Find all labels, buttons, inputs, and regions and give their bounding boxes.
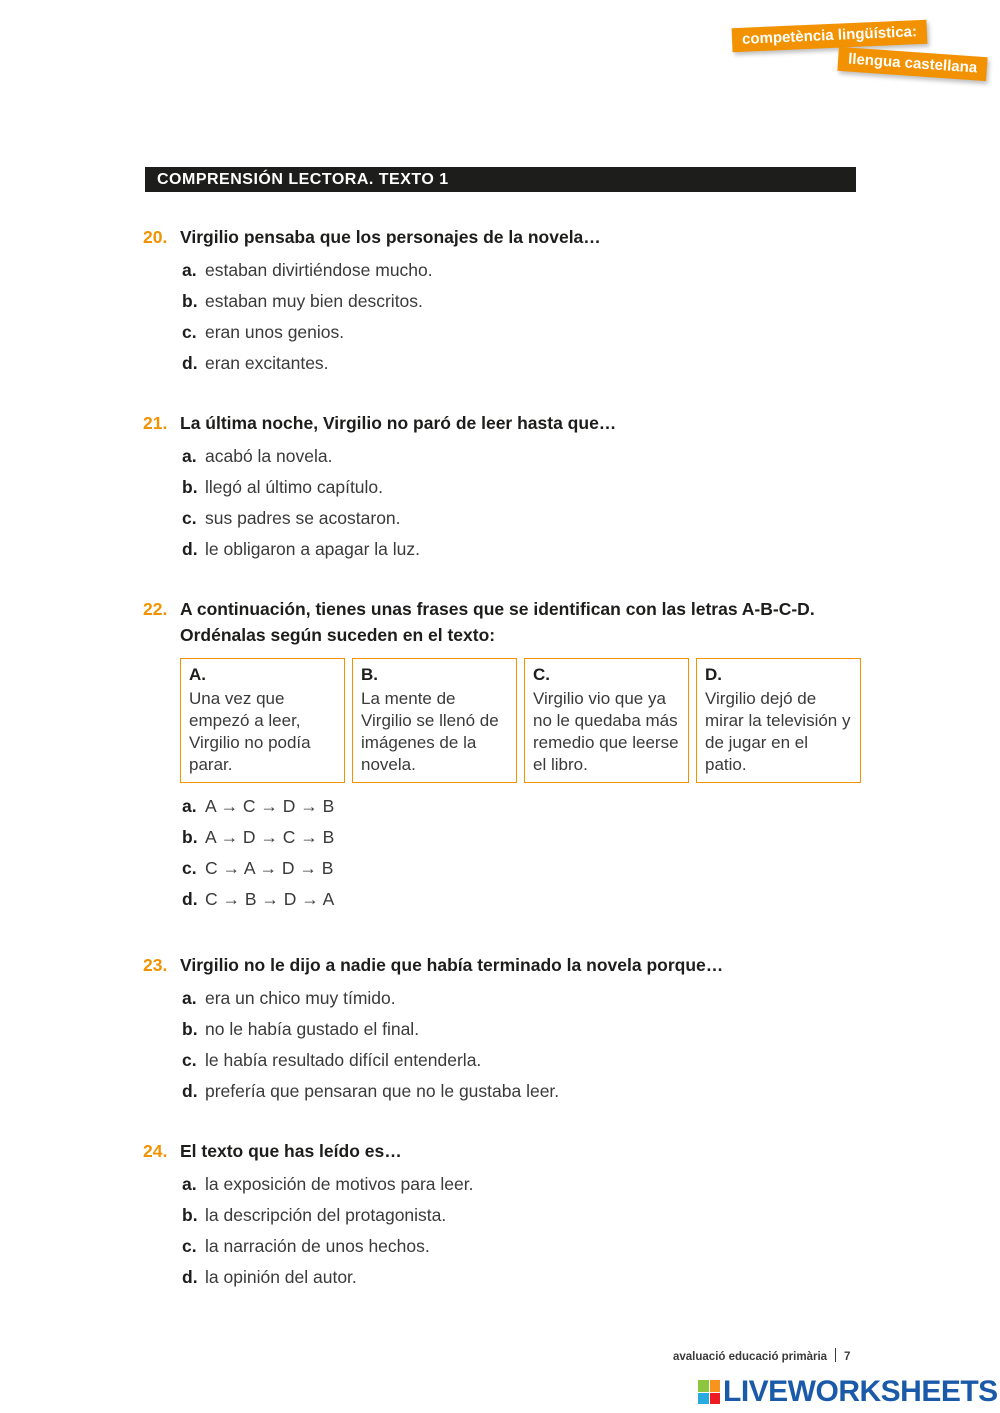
option-d[interactable] [182, 534, 863, 565]
option-text: eran excitantes. [205, 353, 329, 373]
option-text: eran unos genios. [205, 322, 345, 342]
sentence-box-b [352, 658, 517, 783]
option-b[interactable] [182, 472, 863, 503]
option-text: C → B → D → A [205, 889, 335, 909]
option-text: estaban muy bien descritos. [205, 291, 423, 311]
section-title: COMPRENSIÓN LECTORA. TEXTO 1 [145, 167, 856, 192]
option-c[interactable] [182, 853, 863, 884]
question-24 [143, 1138, 863, 1293]
question-number: 21. [143, 413, 168, 433]
question-23 [143, 952, 863, 1107]
box-text: Virgilio vio que ya no le quedaba más remedio que leerse el libro. [533, 689, 679, 774]
option-letter: d. [182, 539, 198, 559]
question-title [143, 410, 863, 436]
option-text: sus padres se acostaron. [205, 508, 401, 528]
option-letter: b. [182, 1019, 198, 1039]
option-c[interactable] [182, 1045, 863, 1076]
option-letter: d. [182, 1081, 198, 1101]
option-letter: d. [182, 1267, 198, 1287]
option-c[interactable] [182, 503, 863, 534]
question-text: La última noche, Virgilio no paró de leer hasta que… [180, 413, 617, 433]
question-number: 24. [143, 1141, 168, 1161]
option-d[interactable] [182, 1076, 863, 1107]
option-a[interactable] [182, 791, 863, 822]
question-text: A continuación, tienes unas frases que se identifican con las letras A-B-C-D. [180, 599, 815, 619]
option-c[interactable] [182, 317, 863, 348]
box-text: Una vez que empezó a leer, Virgilio no podía parar. [189, 689, 311, 774]
option-text: A → D → C → B [205, 827, 335, 847]
watermark-text: LIVEWORKSHEETS [723, 1375, 998, 1408]
option-text: la descripción del protagonista. [205, 1205, 447, 1225]
box-label: C. [533, 665, 550, 684]
option-text: estaban divirtiéndose mucho. [205, 260, 433, 280]
option-b[interactable] [182, 1200, 863, 1231]
question-title [143, 596, 863, 648]
question-number: 20. [143, 227, 168, 247]
option-letter: a. [182, 796, 197, 816]
question-22 [143, 596, 863, 915]
sentence-box-a [180, 658, 345, 783]
option-letter: b. [182, 827, 198, 847]
option-text: la narración de unos hechos. [205, 1236, 430, 1256]
page-number: 7 [844, 1351, 851, 1363]
question-text: El texto que has leído es… [180, 1141, 402, 1161]
option-b[interactable] [182, 286, 863, 317]
option-text: A → C → D → B [205, 796, 335, 816]
option-letter: b. [182, 477, 198, 497]
option-text: no le había gustado el final. [205, 1019, 420, 1039]
option-letter: c. [182, 508, 197, 528]
sentence-boxes [180, 658, 863, 783]
option-letter: a. [182, 260, 197, 280]
question-title [143, 224, 863, 250]
question-text-continuation: Ordénalas según suceden en el texto: [180, 625, 496, 645]
option-b[interactable] [182, 1014, 863, 1045]
option-text: prefería que pensaran que no le gustaba leer. [205, 1081, 560, 1101]
option-a[interactable] [182, 983, 863, 1014]
sentence-box-d [696, 658, 861, 783]
box-text: La mente de Virgilio se llenó de imágenes de la novela. [361, 689, 499, 774]
option-b[interactable] [182, 822, 863, 853]
option-letter: a. [182, 1174, 197, 1194]
option-c[interactable] [182, 1231, 863, 1262]
option-letter: c. [182, 1236, 197, 1256]
option-letter: a. [182, 988, 197, 1008]
question-20 [143, 224, 863, 379]
option-letter: a. [182, 446, 197, 466]
box-label: A. [189, 665, 206, 684]
footer-divider [835, 1348, 836, 1362]
option-letter: c. [182, 322, 197, 342]
liveworksheets-logo-icon [698, 1380, 720, 1404]
option-text: le obligaron a apagar la luz. [205, 539, 421, 559]
box-label: D. [705, 665, 722, 684]
question-number: 23. [143, 955, 168, 975]
option-text: la exposición de motivos para leer. [205, 1174, 474, 1194]
option-d[interactable] [182, 348, 863, 379]
option-letter: b. [182, 1205, 198, 1225]
question-text: Virgilio no le dijo a nadie que había terminado la novela porque… [180, 955, 724, 975]
option-letter: c. [182, 1050, 197, 1070]
box-label: B. [361, 665, 378, 684]
option-a[interactable] [182, 441, 863, 472]
liveworksheets-watermark [698, 1374, 998, 1410]
subject-tag-language: llengua castellana [837, 47, 988, 81]
option-d[interactable] [182, 1262, 863, 1293]
option-letter: b. [182, 291, 198, 311]
option-text: era un chico muy tímido. [205, 988, 396, 1008]
question-21 [143, 410, 863, 565]
option-a[interactable] [182, 255, 863, 286]
footer-text: avaluació educació primària [673, 1351, 828, 1363]
sentence-box-c [524, 658, 689, 783]
subject-tag-competence: competència lingüística: [732, 20, 928, 52]
question-text: Virgilio pensaba que los personajes de la novela… [180, 227, 601, 247]
option-text: acabó la novela. [205, 446, 333, 466]
question-title [143, 952, 863, 978]
question-number: 22. [143, 599, 168, 619]
option-text: le había resultado difícil entenderla. [205, 1050, 482, 1070]
page-footer [673, 1348, 850, 1363]
box-text: Virgilio dejó de mirar la televisión y de jugar en el patio. [705, 689, 851, 774]
question-title [143, 1138, 863, 1164]
option-text: C → A → D → B [205, 858, 334, 878]
option-letter: d. [182, 353, 198, 373]
option-text: llegó al último capítulo. [205, 477, 384, 497]
option-d[interactable] [182, 884, 863, 915]
option-text: la opinión del autor. [205, 1267, 357, 1287]
option-a[interactable] [182, 1169, 863, 1200]
option-letter: d. [182, 889, 198, 909]
option-letter: c. [182, 858, 197, 878]
